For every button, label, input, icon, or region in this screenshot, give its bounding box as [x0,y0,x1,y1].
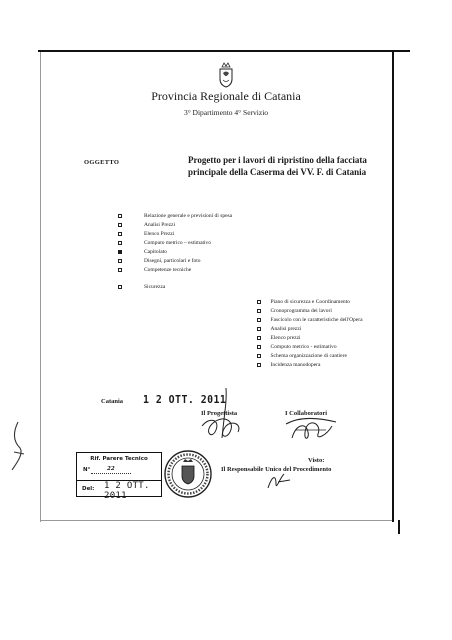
department-subtitle: 3° Dipartimento 4° Servizio [183,108,269,117]
progettista-label: Il Progettista [201,410,238,417]
document-item-label: Competenze tecniche [144,267,192,273]
parere-title: Rif. Parere Tecnico [90,456,148,462]
parere-del-label: Del: [82,486,95,492]
parere-date: 1 2 OTT. 2011 [104,481,150,501]
parere-number-value: 22 [107,466,115,472]
safety-item-label: Fascicolo con le caratteristiche dell'Opera [270,317,363,323]
safety-item-label: Elenco prezzi [270,335,301,341]
safety-item [257,307,332,315]
document-item-label: Elenco Prezzi [144,231,175,237]
page-border-left [40,52,41,522]
document-item [118,239,211,247]
safety-item-label: Computo metrico - estimativo [270,344,337,350]
responsabile-signature [264,470,292,492]
checkbox-icon [118,259,122,263]
checkbox-icon [118,232,122,236]
checkbox-icon [257,354,261,358]
document-item [118,248,167,256]
visto-label: Visto: [308,457,325,464]
checkbox-icon [257,336,261,340]
page-title: Provincia Regionale di Catania [151,89,301,103]
safety-item [257,361,320,369]
page-border-mark [398,520,400,534]
oggetto-line-1: Progetto per i lavori di ripristino della facciata [188,155,367,165]
place-label: Catania [101,398,124,405]
oggetto-label: OGGETTO [84,159,120,166]
progettista-signature [196,386,248,442]
document-item [118,283,165,291]
safety-item-label: Piano di sicurezza e Coordinamento [270,299,350,305]
checkbox-icon [257,345,261,349]
document-item-label: Disegni, particolari e foto [144,258,201,264]
checkbox-icon [118,268,122,272]
safety-item [257,343,337,351]
safety-item [257,298,350,306]
document-item [118,257,201,265]
checkbox-icon [118,285,122,289]
safety-item [257,316,363,324]
parere-number-label: N° [83,467,91,473]
collaboratori-label: I Collaboratori [285,410,328,417]
checkbox-icon [257,363,261,367]
responsabile-label: Il Responsabile Unico del Procedimento [221,466,332,473]
safety-item [257,334,301,342]
checkbox-icon [257,309,261,313]
document-item-label: Relazione generale e previsioni di spesa [144,213,233,219]
checkbox-icon [118,223,122,227]
checkbox-icon [118,241,122,245]
document-item-label: Computo metrico – estimativo [144,240,212,246]
checkbox-icon [257,300,261,304]
safety-item-label: Incidenza manodopera [270,362,321,368]
checkbox-icon [257,318,261,322]
document-item [118,230,174,238]
coat-of-arms-icon [217,62,235,88]
checkbox-icon [118,214,122,218]
parere-number-line [91,473,131,474]
document-item-label: Sicurezza [144,284,166,290]
page-border-bottom [40,520,392,521]
oggetto-line-2: principale della Caserma dei VV. F. di Catania [188,167,367,177]
margin-mark [8,418,26,474]
safety-item [257,352,347,360]
date-stamp: 1 2 OTT. 2011 [143,393,227,406]
parere-tecnico-box [76,452,162,501]
document-item [118,266,191,274]
safety-item-label: Schema organizzazione di cantiere [270,353,347,359]
page-border-top [38,50,410,52]
checked-box-icon [118,250,122,254]
page-border-right [392,52,394,522]
checkbox-icon [257,327,261,331]
document-item [118,221,175,229]
safety-item [257,325,301,333]
collaboratori-signature [282,414,340,444]
safety-item-label: Cronoprogramma dei lavori [270,308,332,314]
safety-item-label: Analisi prezzi [270,326,302,332]
official-seal-icon [162,448,214,500]
document-item-label: Capitolato [144,249,167,255]
document-item [118,212,232,220]
document-item-label: Analisi Prezzi [144,222,176,228]
